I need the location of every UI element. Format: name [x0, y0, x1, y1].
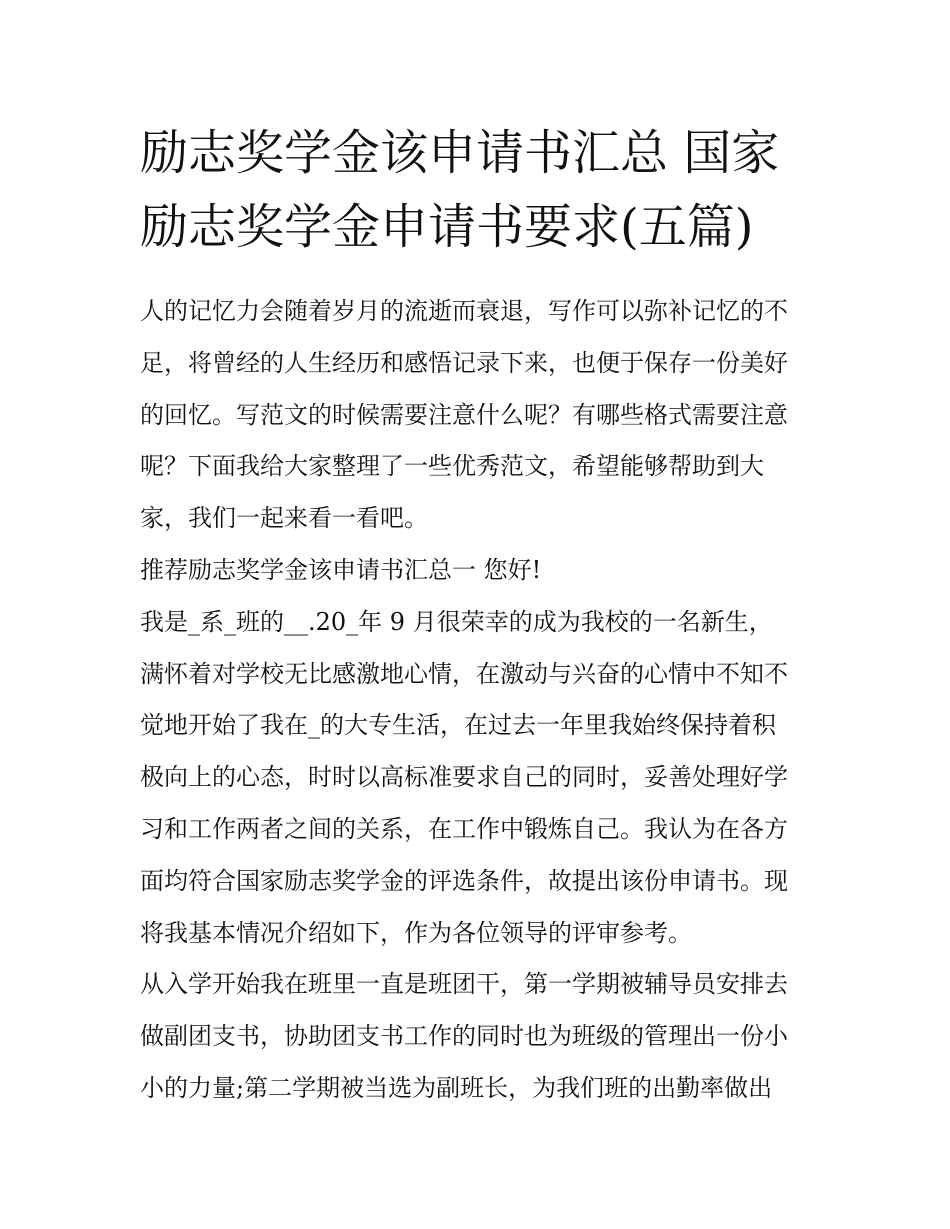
body-line: 极向上的心态，时时以高标准要求自己的同时，妥善处理好学 — [140, 763, 788, 792]
body-line: 觉地开始了我在_的大专生活，在过去一年里我始终保持着积 — [140, 711, 776, 740]
body-line: 人的记忆力会随着岁月的流逝而衰退，写作可以弥补记忆的不 — [140, 297, 788, 325]
body-line: 从入学开始我在班里一直是班团干，第一学期被辅导员安排去 — [140, 970, 788, 999]
body-line: 满怀着对学校无比感激地心情，在激动与兴奋的心情中不知不 — [140, 659, 788, 688]
title-line: 励志奖学金申请书要求(五篇) — [140, 199, 754, 255]
body-line: 将我基本情况介绍如下，作为各位领导的评审参考。 — [140, 918, 692, 947]
body-line: 足，将曾经的人生经历和感悟记录下来，也便于保存一份美好 — [140, 348, 788, 377]
document-title — [140, 116, 812, 264]
body-line: 小的力量;第二学期被当选为副班长，为我们班的出勤率做出 — [140, 1073, 773, 1102]
body-line: 推荐励志奖学金该申请书汇总一 您好! — [140, 555, 542, 584]
body-line: 做副团支书，协助团支书工作的同时也为班级的管理出一份小 — [140, 1022, 788, 1051]
title-line: 励志奖学金该申请书汇总 国家 — [140, 125, 780, 181]
body-line: 我是_系_班的__.20_年 9 月很荣幸的成为我校的一名新生， — [140, 607, 773, 636]
body-line: 的回忆。写范文的时候需要注意什么呢？有哪些格式需要注意 — [140, 400, 788, 429]
document-body — [140, 286, 812, 1115]
body-line: 家，我们一起来看一看吧。 — [140, 504, 428, 533]
body-line: 面均符合国家励志奖学金的评选条件，故提出该份申请书。现 — [140, 866, 788, 895]
document-content — [140, 116, 812, 1115]
body-line: 习和工作两者之间的关系，在工作中锻炼自己。我认为在各方 — [140, 814, 788, 843]
body-line: 呢？下面我给大家整理了一些优秀范文，希望能够帮助到大 — [140, 452, 764, 481]
